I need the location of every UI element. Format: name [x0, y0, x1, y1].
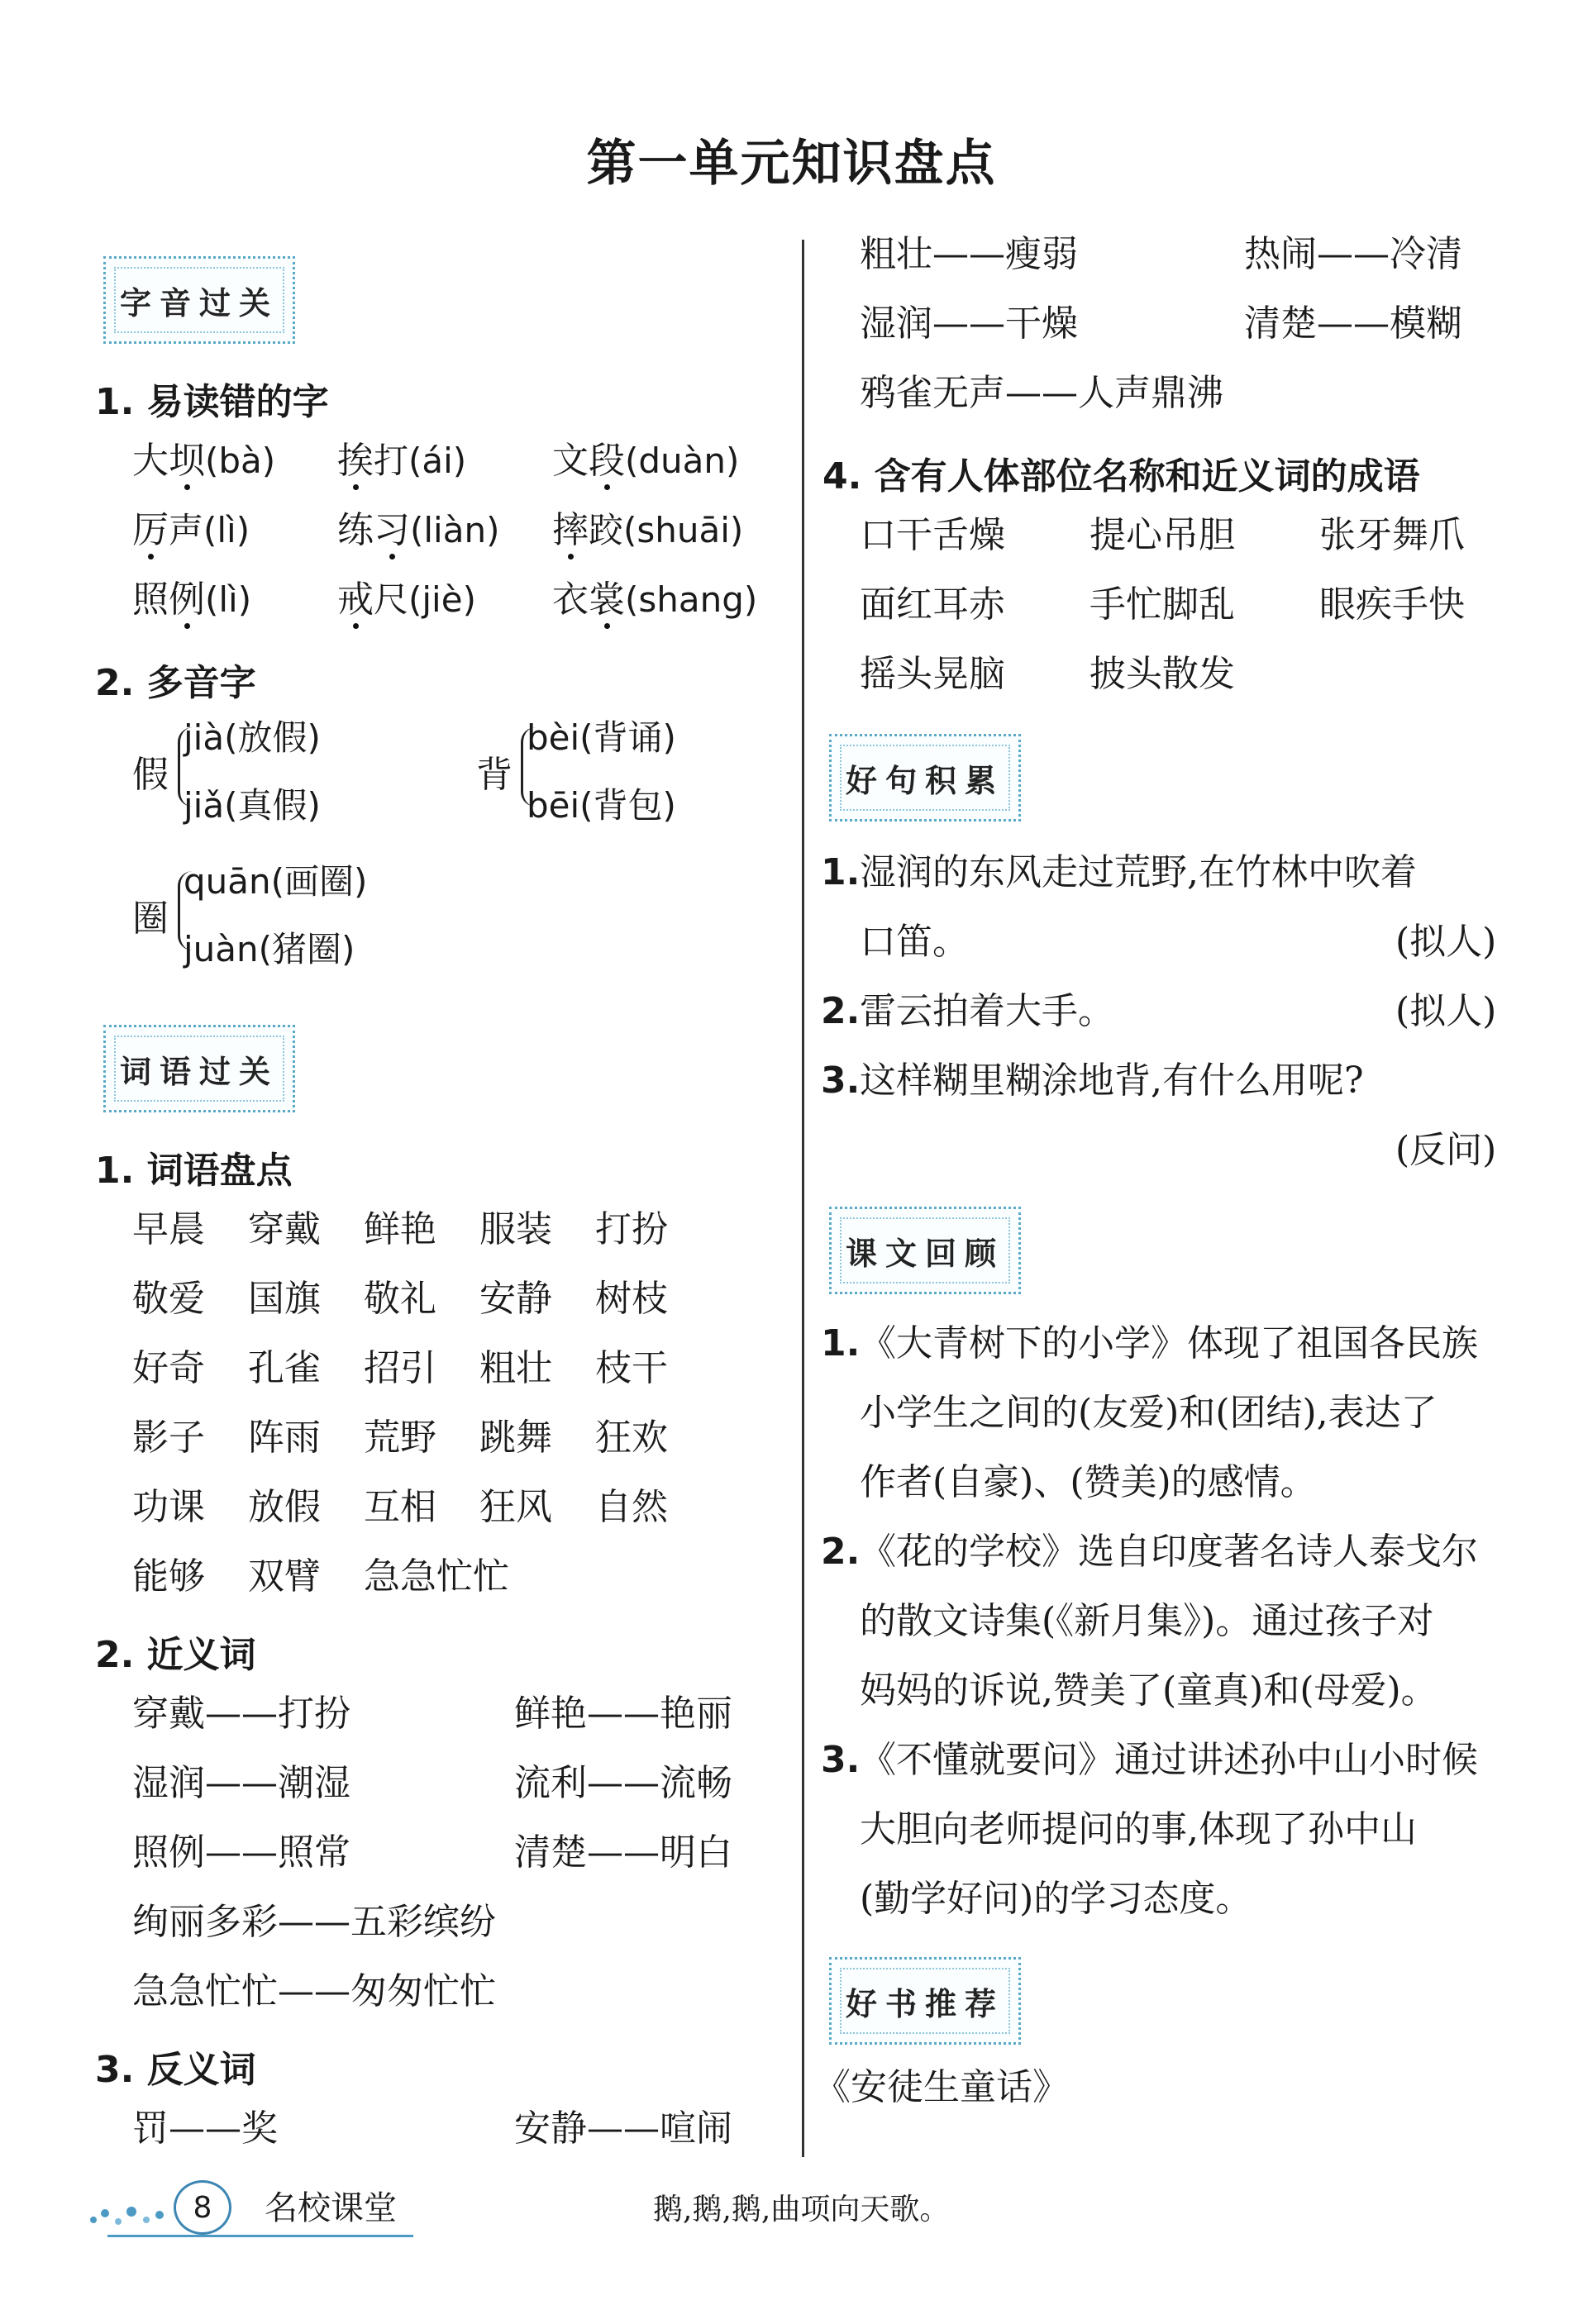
synonym-pair: 绚丽多彩——五彩缤纷 — [132, 1901, 496, 1943]
review-line: (勤学好问)的学习态度。 — [860, 1878, 1252, 1920]
section-heading-vocab: 1. 词语盘点 — [95, 1150, 293, 1192]
vocab-word: 安静 — [479, 1278, 552, 1320]
word-item: 照例(lì) — [132, 579, 252, 621]
vocab-word: 影子 — [132, 1417, 205, 1459]
polyphonic-char: 圈 — [132, 898, 169, 940]
review-line: 《花的学校》选自印度著名诗人泰戈尔 — [860, 1531, 1478, 1573]
footer-rule — [107, 2235, 413, 2237]
synonym-pair: 照例——照常 — [132, 1831, 350, 1874]
good-sentence: 这样糊里糊涂地背,有什么用呢? — [860, 1060, 1364, 1102]
idiom: 眼疾手快 — [1319, 583, 1465, 626]
vocab-word: 国旗 — [248, 1278, 321, 1320]
section-heading-antonyms: 3. 反义词 — [95, 2049, 256, 2091]
vocab-word: 跳舞 — [479, 1417, 552, 1459]
synonym-pair: 清楚——明白 — [514, 1831, 732, 1874]
vocab-word: 招引 — [364, 1347, 436, 1389]
section-heading-idioms: 4. 含有人体部位名称和近义词的成语 — [822, 455, 1420, 498]
sentence-number: 2. — [821, 990, 861, 1032]
vocab-word: 阵雨 — [248, 1417, 321, 1459]
word-item: 厉声(lì) — [132, 509, 250, 551]
idiom: 张牙舞爪 — [1319, 514, 1465, 556]
rhetoric-tag: (拟人) — [1395, 990, 1497, 1032]
vocab-word: 能够 — [132, 1555, 205, 1598]
section-heading-polyphonic: 2. 多音字 — [95, 662, 256, 704]
decoration-dots-icon — [87, 2198, 178, 2231]
antonym-pair: 热闹——冷清 — [1244, 233, 1462, 275]
idiom: 披头散发 — [1090, 653, 1235, 695]
word-item: 衣裳(shang) — [552, 579, 758, 621]
antonym-pair: 罚——奖 — [132, 2107, 278, 2150]
polyphonic-reading: bēi(背包) — [527, 785, 676, 826]
word-item: 练习(liàn) — [337, 509, 500, 551]
synonym-pair: 鲜艳——艳丽 — [514, 1693, 732, 1735]
idiom: 手忙脚乱 — [1090, 583, 1235, 626]
badge-hao-ju: 好句积累 — [829, 734, 1021, 821]
synonym-pair: 急急忙忙——匆匆忙忙 — [132, 1970, 496, 2012]
polyphonic-reading: jià(放假) — [184, 717, 321, 758]
vocab-word: 自然 — [595, 1486, 668, 1528]
review-line: 妈妈的诉说,赞美了(童真)和(母爱)。 — [860, 1669, 1438, 1712]
vocab-word: 好奇 — [132, 1347, 205, 1389]
review-line: 的散文诗集(《新月集》)。通过孩子对 — [860, 1600, 1434, 1642]
vocab-word: 鲜艳 — [364, 1208, 436, 1250]
vocab-word: 打扮 — [595, 1208, 668, 1250]
vocab-word: 放假 — [248, 1486, 321, 1528]
review-number: 2. — [821, 1531, 861, 1573]
vocab-word: 狂风 — [479, 1486, 552, 1528]
word-item: 文段(duàn) — [552, 440, 740, 482]
sentence-number: 1. — [821, 851, 861, 893]
vocab-word: 粗壮 — [479, 1347, 552, 1389]
review-line: 《大青树下的小学》体现了祖国各民族 — [860, 1322, 1478, 1364]
footer-poem: 鹅,鹅,鹅,曲项向天歌。 — [653, 2193, 950, 2226]
review-number: 3. — [821, 1739, 861, 1781]
idiom: 摇头晃脑 — [860, 653, 1005, 695]
vocab-word: 双臂 — [248, 1555, 321, 1598]
antonym-pair: 湿润——干燥 — [860, 302, 1078, 345]
vocab-word: 荒野 — [364, 1417, 436, 1459]
vocab-word: 功课 — [132, 1486, 205, 1528]
section-heading-easy-misread: 1. 易读错的字 — [95, 381, 329, 423]
sentence-number: 3. — [821, 1060, 861, 1102]
polyphonic-reading: jiǎ(真假) — [184, 785, 321, 826]
review-number: 1. — [821, 1322, 861, 1364]
vocab-word: 狂欢 — [595, 1417, 668, 1459]
polyphonic-char: 背 — [476, 754, 513, 796]
good-sentence: 湿润的东风走过荒野,在竹林中吹着 — [860, 851, 1417, 893]
vocab-word: 早晨 — [132, 1208, 205, 1250]
antonym-pair: 粗壮——瘦弱 — [860, 233, 1078, 275]
vocab-word: 枝干 — [595, 1347, 668, 1389]
antonym-pair: 清楚——模糊 — [1244, 302, 1462, 345]
vocab-word: 急急忙忙 — [364, 1555, 509, 1598]
idiom: 口干舌燥 — [860, 514, 1005, 556]
badge-hao-shu: 好书推荐 — [829, 1957, 1021, 2045]
polyphonic-reading: juàn(猪圈) — [184, 929, 355, 969]
badge-ke-wen: 课文回顾 — [829, 1207, 1021, 1294]
review-line: 《不懂就要问》通过讲述孙中山小时候 — [860, 1739, 1478, 1781]
rhetoric-tag: (反问) — [1395, 1129, 1497, 1171]
synonym-pair: 穿戴——打扮 — [132, 1693, 350, 1735]
vocab-word: 孔雀 — [248, 1347, 321, 1389]
badge-ci-yu: 词语过关 — [103, 1025, 295, 1112]
badge-zi-yin: 字音过关 — [103, 256, 295, 344]
review-line: 小学生之间的(友爱)和(团结),表达了 — [860, 1392, 1438, 1434]
word-item: 大坝(bà) — [132, 440, 276, 482]
synonym-pair: 流利——流畅 — [514, 1762, 732, 1804]
vocab-word: 树枝 — [595, 1278, 668, 1320]
good-sentence: 口笛。 — [860, 921, 969, 963]
polyphonic-char: 假 — [132, 754, 169, 796]
vocab-word: 敬爱 — [132, 1278, 205, 1320]
idiom: 面红耳赤 — [860, 583, 1005, 626]
vocab-word: 穿戴 — [248, 1208, 321, 1250]
synonym-pair: 湿润——潮湿 — [132, 1762, 350, 1804]
antonym-pair: 安静——喧闹 — [514, 2107, 732, 2150]
vocab-word: 服装 — [479, 1208, 552, 1250]
idiom: 提心吊胆 — [1090, 514, 1235, 556]
recommended-book: 《安徒生童话》 — [814, 2066, 1069, 2108]
rhetoric-tag: (拟人) — [1395, 921, 1497, 963]
page-title: 第一单元知识盘点 — [586, 135, 997, 193]
column-divider — [802, 240, 804, 2157]
word-item: 挨打(ái) — [337, 440, 467, 482]
antonym-pair: 鸦雀无声——人声鼎沸 — [860, 372, 1223, 414]
section-heading-synonyms: 2. 近义词 — [95, 1634, 256, 1676]
good-sentence: 雷云拍着大手。 — [860, 990, 1114, 1032]
polyphonic-reading: bèi(背诵) — [527, 717, 676, 758]
footer-brand: 名校课堂 — [265, 2189, 397, 2227]
word-item: 摔跤(shuāi) — [552, 509, 744, 551]
review-line: 大胆向老师提问的事,体现了孙中山 — [860, 1808, 1417, 1850]
review-line: 作者(自豪)、(赞美)的感情。 — [860, 1461, 1317, 1503]
vocab-word: 互相 — [364, 1486, 436, 1528]
word-item: 戒尺(jiè) — [337, 579, 476, 621]
polyphonic-reading: quān(画圈) — [184, 861, 368, 902]
vocab-word: 敬礼 — [364, 1278, 436, 1320]
page-number: 8 — [174, 2180, 231, 2235]
